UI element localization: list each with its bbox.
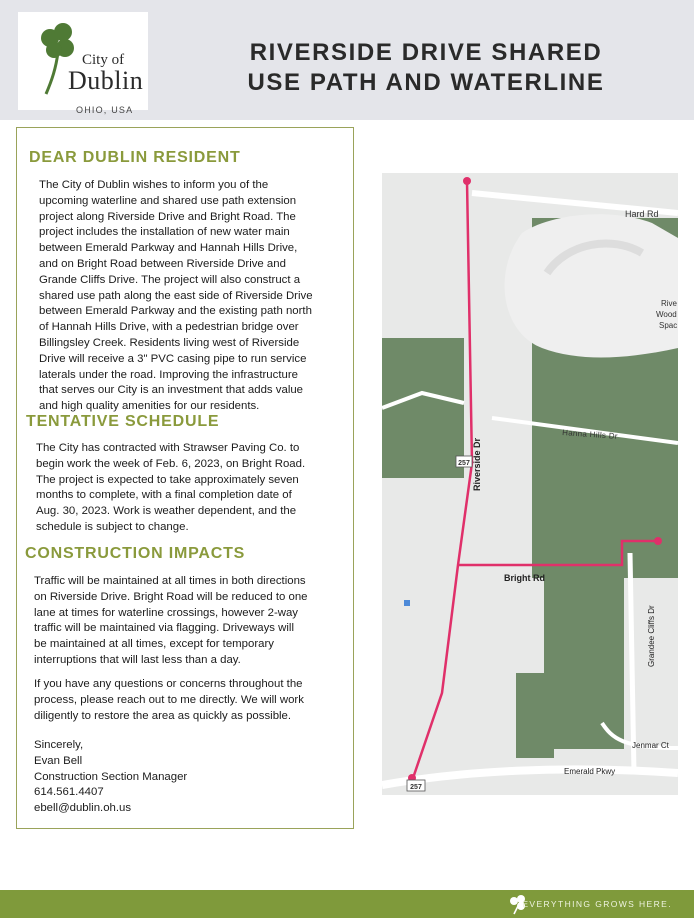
text-line: The City of Dublin wishes to inform you of the (39, 179, 269, 191)
text-line: be maintained at all times, except for temporary (34, 638, 274, 651)
text-line: laterals under the road. Improving the infrastructure (39, 368, 298, 381)
text-line: months to complete, with a final completion date of (36, 489, 292, 502)
project-map (382, 173, 678, 795)
text-line: between Emerald Parkway and the existing path north (39, 305, 312, 318)
hannah-hills-label: Hanna Hills Dr (561, 428, 619, 441)
text-line: Aug. 30, 2023. Work is weather dependent, and the (36, 505, 297, 518)
text-line: of Hannah Hills Drive, with a pedestrian bridge over (39, 321, 299, 334)
map-green-area-southwest (516, 673, 554, 758)
text-line: process, please reach out to me directly. We will work (34, 693, 304, 706)
route-north-end-marker (463, 177, 471, 185)
map-neighborhood (505, 214, 678, 357)
logo-city-text: City of (82, 52, 125, 68)
grandee-cliffs-road (630, 553, 634, 773)
text-line: project includes the installation of new water main (39, 226, 290, 239)
jenmar-ct-label: Jenmar Ct (632, 741, 669, 750)
letter-panel (16, 127, 354, 829)
river-woods-label-1: Rive (661, 299, 678, 308)
text-line: Drive will receive a 3" PVC casing pipe to run service (39, 352, 307, 365)
heading-tentative-schedule: TENTATIVE SCHEDULE (26, 413, 220, 430)
schedule-body (36, 441, 336, 536)
text-line: and on Bright Road between Riverside Drive and (39, 257, 286, 270)
text-line: Billingsley Creek. Residents living west of Riverside (39, 336, 300, 349)
text-line: schedule is subject to change. (36, 520, 189, 533)
signer-email[interactable]: ebell@dublin.oh.us (34, 802, 132, 815)
heading-construction-impacts: CONSTRUCTION IMPACTS (25, 545, 246, 562)
signer-name: Evan Bell (34, 754, 83, 767)
logo-state-text: OHIO, USA (76, 105, 134, 115)
grandee-cliffs-label: Grandee Cliffs Dr (647, 605, 656, 667)
route-257-label-south: 257 (410, 784, 422, 791)
title-line-1: RIVERSIDE DRIVE SHARED (249, 39, 603, 66)
riverside-dr-label: Riverside Dr (472, 437, 482, 491)
text-line: begin work the week of Feb. 6, 2023, on Bright Road. (36, 457, 306, 470)
river-woods-label-2: Wood (656, 310, 677, 319)
text-line: interruptions that will last less than a day. (34, 653, 241, 666)
map-green-area-west (382, 338, 464, 478)
river-woods-label-3: Spac (659, 321, 678, 330)
text-line: that serves our City is an investment that adds value (39, 384, 304, 397)
contact-invite-body (34, 677, 334, 724)
map-green-area-south (544, 569, 624, 749)
document-title (196, 38, 656, 98)
text-line: diligently to restore the area as quickly as possible. (34, 709, 292, 722)
emerald-pkwy-road (382, 769, 678, 785)
text-line: The project is expected to take approximately seven (36, 473, 299, 486)
text-line: Traffic will be maintained at all times in both directions (34, 575, 306, 587)
text-line: shared use path along the east side of Riverside Drive (39, 289, 313, 302)
signer-role: Construction Section Manager (34, 770, 188, 783)
heading-dear-resident: DEAR DUBLIN RESIDENT (29, 149, 241, 166)
footer-tagline: EVERYTHING GROWS HERE. (522, 899, 672, 909)
map-water-marker (404, 600, 410, 606)
text-line: project along Riverside Drive and Bright Road. The (39, 210, 296, 223)
logo-dublin-text: Dublin (68, 66, 144, 95)
title-line-2: USE PATH AND WATERLINE (247, 69, 605, 96)
dear-resident-body (39, 178, 339, 415)
route-257-label-north: 257 (458, 460, 470, 467)
impacts-body (34, 574, 334, 669)
map-canvas (382, 173, 678, 795)
riverside-drive-route (412, 181, 472, 781)
text-line: on Riverside Drive. Bright Road will be reduced to one (34, 590, 308, 603)
closing-text: Sincerely, (34, 739, 84, 751)
text-line: If you have any questions or concerns throughout the (34, 678, 303, 690)
bright-rd-label: Bright Rd (504, 573, 545, 583)
city-logo (18, 12, 148, 115)
text-line: Grande Cliffs Drive. The project will also construct a (39, 273, 301, 286)
emerald-pkwy-label: Emerald Pkwy (564, 767, 616, 776)
text-line: lane at times for waterline crossings, however 2-way (34, 606, 298, 619)
signer-phone: 614.561.4407 (34, 786, 104, 799)
text-line: The City has contracted with Strawser Paving Co. to (36, 442, 300, 454)
header-band (0, 0, 694, 120)
text-line: upcoming waterline and shared use path extension (39, 194, 297, 207)
footer-band (0, 890, 694, 918)
signature-block (34, 738, 334, 817)
text-line: and high quality amenities for our residents. (39, 400, 260, 413)
text-line: between Emerald Parkway and Hannah Hills Drive, (39, 242, 298, 255)
text-line: traffic will be maintained via flagging. Driveways will (34, 622, 294, 635)
route-east-end-marker (654, 537, 662, 545)
hard-rd-label: Hard Rd (625, 209, 659, 219)
